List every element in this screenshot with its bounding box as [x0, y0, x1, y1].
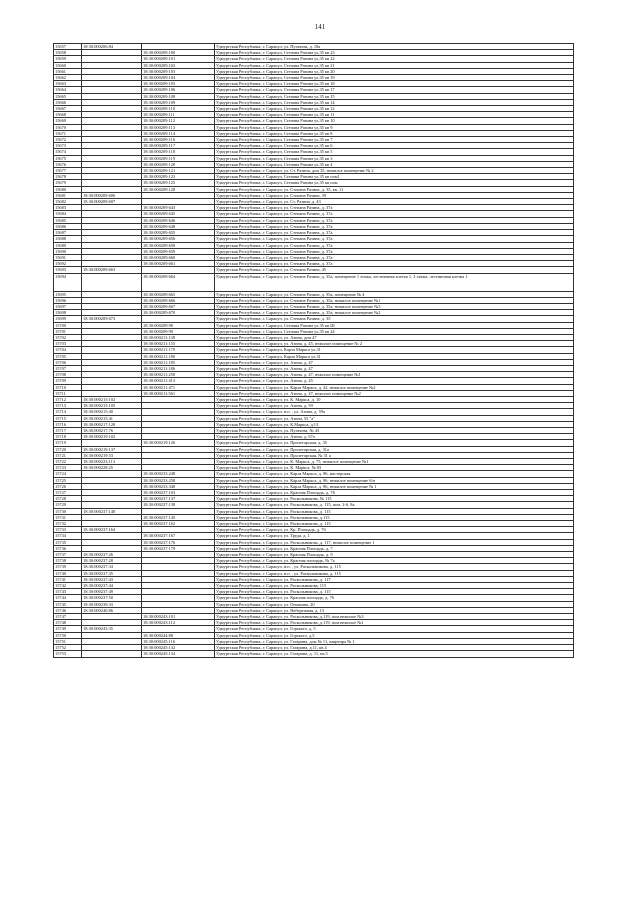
object-number-cell: 18:30:000245:116 — [142, 638, 215, 644]
row-number-cell: 15661 — [54, 68, 82, 74]
address-cell: Удмуртская Республика, г. Сарапул, ул. Оношина, 20 — [215, 601, 574, 607]
object-number-cell: 18:30:000244:88 — [142, 632, 215, 638]
address-cell: Удмуртская Республика, г. Сарапул, Степана Разина ул,35 кв Ш — [215, 322, 574, 328]
address-cell: Удмуртская Республика, г. Сарапул, н.п. , ул. Раскольникова, д. 115 — [215, 564, 574, 570]
address-cell: Удмуртская Республика, г. Сарапул, Степана Разина ул,35 кв 5 — [215, 149, 574, 155]
row-number-cell: 15679 — [54, 180, 82, 186]
parcel-number-cell: 18:30:000237:140 — [82, 508, 142, 514]
address-cell: Удмуртская Республика, г. Сарапул, ул. Степана Разина, д. 37а — [215, 217, 574, 223]
row-number-cell: 15710 — [54, 384, 82, 390]
address-cell: Удмуртская Республика, г. Сарапул, ул. Красная Площадь, д. 76 — [215, 490, 574, 496]
address-cell: Удмуртская Республика, г. Сарапул, ул. Степана Разина, д. 35а, помещение № 4 — [215, 291, 574, 297]
address-cell: Удмуртская Республика, г. Сарапул, Степана Разина ул,35 кв 19 — [215, 75, 574, 81]
row-number-cell: 15742 — [54, 583, 82, 589]
address-cell: Удмуртская Республика, г. Сарапул, ул. Степана Разина, д. 37а — [215, 254, 574, 260]
object-number-cell: 18:30:000233:258 — [142, 477, 215, 483]
object-number-cell: 18:30:000209:110 — [142, 106, 215, 112]
row-number-cell: 15734 — [54, 533, 82, 539]
address-cell: Удмуртская Республика, г. Сарапул, Степана Разина ул,35 кв 8 — [215, 130, 574, 136]
row-number-cell: 15657 — [54, 44, 82, 50]
address-cell: Удмуртская Республика, г. Сарапул, ул. Раскольникова, д.119, пом.нежилое №3 — [215, 614, 574, 620]
object-number-cell: 18:30:000209:645 — [142, 211, 215, 217]
parcel-number-cell: 18:30:000237:44 — [82, 583, 142, 589]
row-number-cell: 15720 — [54, 446, 82, 452]
object-number-cell: 18:30:000237:176 — [142, 539, 215, 545]
address-cell: Удмуртская Республика, г. Сарапул, ул. Азина, д. 59 — [215, 403, 574, 409]
address-cell: Удмуртская Республика, г. Сарапул, ул. Степана Разина, д. 37а — [215, 205, 574, 211]
row-number-cell: 15663 — [54, 81, 82, 87]
parcel-number-cell: 18:30:000237:164 — [82, 527, 142, 533]
object-number-cell: 18:30:000209:111 — [142, 112, 215, 118]
object-number-cell: 18:30:000237:138 — [142, 502, 215, 508]
parcel-number-cell: 18:30:000237:34 — [82, 564, 142, 570]
address-cell: Удмуртская Республика, г. Сарапул, ул. Гагарина, д.11, кв.4 — [215, 645, 574, 651]
row-number-cell: 15682 — [54, 199, 82, 205]
address-cell: Удмуртская Республика, г. Сарапул, ул. Карла Маркса, д. 86, мастерская — [215, 471, 574, 477]
row-number-cell: 15697 — [54, 303, 82, 309]
address-cell: Удмуртская Республика, г. Сарапул, ул. Красная Площадь, д. 9 — [215, 552, 574, 558]
object-number-cell: 18:30:000209:105 — [142, 81, 215, 87]
row-number-cell: 15750 — [54, 632, 82, 638]
object-number-cell: 18:30:000211:413 — [142, 378, 215, 384]
row-number-cell: 15753 — [54, 651, 82, 657]
row-number-cell: 15704 — [54, 347, 82, 353]
address-cell: Удмуртская Республика, г. Сарапул, Карла Маркса ул,31 — [215, 353, 574, 359]
object-number-cell: 18:30:000209:116 — [142, 137, 215, 143]
object-number-cell: 18:30:000209:128 — [142, 186, 215, 192]
parcel-number-cell: 18:30:000237:49 — [82, 589, 142, 595]
address-cell: Удмуртская Республика, г. Сарапул, ул. Пугачева, д. 18а — [215, 44, 574, 50]
address-cell: Удмуртская Республика, г. Сарапул, ул. Степана Разина, 39 — [215, 192, 574, 198]
row-number-cell: 15699 — [54, 316, 82, 322]
row-number-cell: 15708 — [54, 372, 82, 378]
parcel-number-cell — [82, 273, 142, 291]
address-cell: Удмуртская Республика, г. Сарапул, Степана Разина ул,35 кв 10 — [215, 118, 574, 124]
row-number-cell: 15731 — [54, 514, 82, 520]
row-number-cell: 15658 — [54, 50, 82, 56]
row-number-cell: 15739 — [54, 564, 82, 570]
address-cell: Удмуртская Республика, г. Сарапул, ул. Горького, д.5 — [215, 632, 574, 638]
address-cell: Удмуртская Республика, г. Сарапул, ул. Карла Маркса, д. 86, нежилое помещение б/н — [215, 477, 574, 483]
row-number-cell: 15713 — [54, 403, 82, 409]
row-number-cell: 15662 — [54, 75, 82, 81]
parcel-number-cell: 18:30:000215:40 — [82, 409, 142, 415]
row-number-cell: 15673 — [54, 143, 82, 149]
row-number-cell: 15665 — [54, 93, 82, 99]
object-number-cell: 18:30:000209:106 — [142, 87, 215, 93]
row-number-cell: 15747 — [54, 614, 82, 620]
row-number-cell: 15751 — [54, 638, 82, 644]
object-number-cell: 18:30:000211:561 — [142, 390, 215, 396]
parcel-number-cell: 18:30:000240:86 — [82, 607, 142, 613]
address-cell: Удмуртская Республика, г. Сарапул, ул. Степана Разина, 45 — [215, 267, 574, 273]
address-cell: Удмуртская Республика, г. Сарапул, ул. Степана Разина, д. 37а — [215, 236, 574, 242]
object-number-cell: 18:30:000209:655 — [142, 230, 215, 236]
parcel-number-cell: 18:30:000237:35 — [82, 570, 142, 576]
address-cell: Удмуртская Республика, г. Сарапул, ул. Раскольникова, д. 117 — [215, 576, 574, 582]
object-number-cell: 18:30:000211:138 — [142, 334, 215, 340]
row-number-cell: 15678 — [54, 174, 82, 180]
address-cell: Удмуртская Республика, г. Сарапул, Степана Разина ул,35 кв пом — [215, 180, 574, 186]
row-number-cell: 15668 — [54, 112, 82, 118]
row-number-cell: 15715 — [54, 415, 82, 421]
object-number-cell: 18:30:000209:117 — [142, 143, 215, 149]
row-number-cell: 15721 — [54, 452, 82, 458]
address-cell: Удмуртская Республика, г. Сарапул, ул. Раскольникова, д. 115, пом. 2-6, 8а — [215, 502, 574, 508]
address-cell: Удмуртская Республика, г. Сарапул, ул. Пугачева, № 43 — [215, 427, 574, 433]
address-cell: Удмуртская Республика, г. Сарапул, ул. Степана Разина, д. 37а — [215, 230, 574, 236]
parcel-number-cell: 18:30:000219:137 — [82, 446, 142, 452]
row-number-cell: 15722 — [54, 459, 82, 465]
row-number-cell: 15705 — [54, 353, 82, 359]
address-cell: Удмуртская Республика, г. Сарапул, ул. Азина, дом 47 — [215, 334, 574, 340]
object-number-cell: 18:30:000211:155 — [142, 341, 215, 347]
address-cell: Удмуртская Республика, г. Сарапул, Степана Разина ул,35 кв 3 — [215, 155, 574, 161]
object-number-cell: 18:30:000209:660 — [142, 254, 215, 260]
row-number-cell: 15744 — [54, 595, 82, 601]
parcel-number-cell: 18:30:000237:50 — [82, 595, 142, 601]
parcel-number-cell: 18:30:000209:607 — [82, 199, 142, 205]
row-number-cell: 15690 — [54, 248, 82, 254]
row-number-cell: 15694 — [54, 273, 82, 291]
row-number-cell: 15674 — [54, 149, 82, 155]
row-number-cell: 15683 — [54, 205, 82, 211]
row-number-cell: 15726 — [54, 483, 82, 489]
object-number-cell: 18:30:000209:101 — [142, 56, 215, 62]
address-cell: Удмуртская Республика, г. Сарапул, ул. Азина, д. 47, нежилое помещение №1 — [215, 372, 574, 378]
address-cell: Удмуртская Республика, г. Сарапул, ул. Азина, д. 45, нежилое помещение № 2 — [215, 341, 574, 347]
address-cell: Удмуртская Республика, г. Сарапул, Степана Разина ул,35 кв 15 — [215, 93, 574, 99]
object-number-cell: 18:30:000245:132 — [142, 645, 215, 651]
parcel-number-cell: 18:30:000223:113 — [82, 459, 142, 465]
address-cell: Удмуртская Республика, г. Сарапул, ул. Красная площадь, № 7а — [215, 558, 574, 564]
row-number-cell: 15685 — [54, 217, 82, 223]
row-number-cell: 15707 — [54, 365, 82, 371]
address-cell: Удмуртская Республика, г. Сарапул, ул. Азина, д. 67а — [215, 434, 574, 440]
row-number-cell: 15700 — [54, 322, 82, 328]
row-number-cell: 15670 — [54, 124, 82, 130]
address-cell: Удмуртская Республика, г. Сарапул, Карла Маркса ул,31 — [215, 347, 574, 353]
address-cell: Удмуртская Республика, г. Сарапул, н.п. , ул. Азина, д. 59а — [215, 409, 574, 415]
row-number-cell: 15749 — [54, 626, 82, 632]
row-number-cell: 15680 — [54, 186, 82, 192]
address-cell: Удмуртская Республика, г. Сарапул, ул. Пролетарская, № 31 а — [215, 452, 574, 458]
row-number-cell: 15743 — [54, 589, 82, 595]
object-number-cell: 18:30:000209:661 — [142, 261, 215, 267]
object-number-cell: 18:30:000209:666 — [142, 297, 215, 303]
address-cell: Удмуртская Республика, г. Сарапул, ул. Раскольникова, д. 115 — [215, 589, 574, 595]
address-cell: Удмуртская Республика, г. Сарапул, ул. Карла Маркса, д. 42, нежилое помещение №2 — [215, 384, 574, 390]
address-cell: Удмуртская Республика, г. Сарапул, ул. Гагарина, д. 11, кв.5 — [215, 651, 574, 657]
object-number-cell: 18:30:000209:99 — [142, 328, 215, 334]
object-number-cell: 18:30:000209:667 — [142, 303, 215, 309]
object-number-cell: 18:30:000209:656 — [142, 236, 215, 242]
object-number-cell: 18:30:000237:179 — [142, 545, 215, 551]
row-number-cell: 15724 — [54, 471, 82, 477]
row-number-cell: 15718 — [54, 434, 82, 440]
address-cell: Удмуртская Республика, г. Сарапул, ул. Раскольникова, д. 115 — [215, 508, 574, 514]
row-number-cell: 15672 — [54, 137, 82, 143]
object-number-cell: 18:30:000209:664 — [142, 273, 215, 291]
address-cell: Удмуртская Республика, г. Сарапул, Степана Разина ул,35 кв 11 — [215, 112, 574, 118]
address-cell: Удмуртская Республика, г. Сарапул, ул. Азина, д. 47 — [215, 359, 574, 365]
row-number-cell: 15735 — [54, 539, 82, 545]
object-number-cell: 18:30:000211:179 — [142, 347, 215, 353]
row-number-cell: 15738 — [54, 558, 82, 564]
address-cell: Удмуртская Республика, г. Сарапул, ул. Степана Разина, д. 35а, нежилое помещение №3 — [215, 303, 574, 309]
object-number-cell: 18:30:000243:101 — [142, 614, 215, 620]
address-cell: Удмуртская Республика, г. Сарапул, ул. Раскольникова, д.119, пом.нежилое №1 — [215, 620, 574, 626]
object-number-cell: 18:30:000209:121 — [142, 168, 215, 174]
address-cell: Удмуртская Республика, г. Сарапул, ул. К.Маркса, д.13 — [215, 421, 574, 427]
row-number-cell: 15684 — [54, 211, 82, 217]
page-number: 141 — [314, 23, 326, 31]
object-number-cell: 18:30:000209:119 — [142, 155, 215, 161]
row-number-cell: 15687 — [54, 230, 82, 236]
object-number-cell: 18:30:000237:167 — [142, 533, 215, 539]
object-number-cell: 18:30:000209:648 — [142, 223, 215, 229]
row-number-cell: 15732 — [54, 521, 82, 527]
address-cell: Удмуртская Республика, г. Сарапул, ул. К. Маркса, д. 75, нежилое помещение №1 — [215, 459, 574, 465]
address-cell: Удмуртская Республика, г. Сарапул, ул. Раскольникова, № 115 — [215, 496, 574, 502]
object-number-cell: 18:30:000209:102 — [142, 62, 215, 68]
parcel-number-cell: 18:30:000209:606 — [82, 192, 142, 198]
parcel-number-cell: 18:30:000237:43 — [82, 576, 142, 582]
address-cell: Удмуртская Республика, г. Сарапул, ул. Азина, д. 47, нежилое помещение №2 — [215, 390, 574, 396]
row-number-cell: 15675 — [54, 155, 82, 161]
row-number-cell: 15719 — [54, 440, 82, 446]
object-number-cell: 18:30:000209:658 — [142, 242, 215, 248]
object-number-cell: 18:30:000237:137 — [142, 496, 215, 502]
row-number-cell: 15698 — [54, 310, 82, 316]
row-number-cell: 15706 — [54, 359, 82, 365]
row-number-cell: 15659 — [54, 56, 82, 62]
row-number-cell: 15729 — [54, 502, 82, 508]
row-number-cell: 15689 — [54, 242, 82, 248]
object-number-cell: 18:30:000209:114 — [142, 130, 215, 136]
object-number-cell: 18:30:000211:471 — [142, 384, 215, 390]
row-number-cell: 15693 — [54, 267, 82, 273]
address-cell: Удмуртская Республика, г. Сарапул, ул. Степана Разина, д. 35, кв. 11 — [215, 186, 574, 192]
address-cell: Удмуртская Республика, г. Сарапул, ул. Раскольникова, д. 115 — [215, 521, 574, 527]
object-number-cell: 18:30:000209:113 — [142, 124, 215, 130]
object-number-cell: 18:30:000237:145 — [142, 514, 215, 520]
object-number-cell: 18:30:000209:646 — [142, 217, 215, 223]
row-number-cell: 15740 — [54, 570, 82, 576]
parcel-number-cell: 18:30:000219:102 — [82, 434, 142, 440]
row-number-cell: 15728 — [54, 496, 82, 502]
object-number-cell: 18:30:000209:103 — [142, 68, 215, 74]
parcel-number-cell — [82, 651, 142, 657]
object-number-cell: 18:30:000209:104 — [142, 75, 215, 81]
row-number-cell: 15703 — [54, 341, 82, 347]
row-number-cell: 15667 — [54, 106, 82, 112]
object-number-cell: 18:30:000209:665 — [142, 291, 215, 297]
object-number-cell: 18:30:000211:258 — [142, 372, 215, 378]
row-number-cell: 15725 — [54, 477, 82, 483]
address-cell: Удмуртская Республика, г. Сарапул, Степана Разина ул,35 кв 23 — [215, 50, 574, 56]
row-number-cell: 15748 — [54, 620, 82, 626]
row-number-cell: 15736 — [54, 545, 82, 551]
address-cell: Удмуртская Республика, г. Сарапул, ул. Пролетарская, д. 31а — [215, 446, 574, 452]
row-number-cell: 15741 — [54, 576, 82, 582]
object-number-cell: 18:30:000237:162 — [142, 521, 215, 527]
parcel-number-cell: 18:30:000239:33 — [82, 601, 142, 607]
object-number-cell: 18:30:000209:123 — [142, 174, 215, 180]
address-cell: Удмуртская Республика, г. Сарапул, ул. Степана Разина, д. 37а — [215, 223, 574, 229]
address-cell: Удмуртская Республика, г. Сарапул, Степана Разина ул,35 кв 6 — [215, 143, 574, 149]
object-number-cell: 18:30:000209:112 — [142, 118, 215, 124]
row-number-cell: 15712 — [54, 396, 82, 402]
row-number-cell: 15688 — [54, 236, 82, 242]
row-number-cell: 15691 — [54, 254, 82, 260]
address-cell: Удмуртская Республика, г. Сарапул, Степана Разина ул,35 кв 20 — [215, 68, 574, 74]
parcel-number-cell: 18:30:000219:53 — [82, 452, 142, 458]
parcel-number-cell: 18:30:000217:128 — [82, 421, 142, 427]
address-cell: Удмуртская Республика, г. Сарапул, ул. Карла Маркса, д. 86, нежилое помещение № 1 — [215, 483, 574, 489]
row-number-cell: 15686 — [54, 223, 82, 229]
address-cell: Удмуртская Республика, г. Сарапул, Степана Разина ул,35 кв 9 — [215, 124, 574, 130]
row-number-cell: 15666 — [54, 99, 82, 105]
row-number-cell: 15727 — [54, 490, 82, 496]
registry-table-body — [54, 44, 574, 658]
address-cell: Удмуртская Республика, г. Сарапул, ул. Азина, 55 "а" — [215, 415, 574, 421]
row-number-cell: 15696 — [54, 297, 82, 303]
address-cell: Удмуртская Республика, г. Сарапул, ул. Степана Разина, д. 35а, помещение 1 этажа, лестничная клетка 1, 2 этажа, лестничная клетка 1 — [215, 273, 574, 291]
row-number-cell: 15671 — [54, 130, 82, 136]
row-number-cell: 15717 — [54, 427, 82, 433]
row-number-cell: 15669 — [54, 118, 82, 124]
row-number-cell: 15733 — [54, 527, 82, 533]
object-number-cell: 18:30:000209:108 — [142, 93, 215, 99]
row-number-cell: 15695 — [54, 291, 82, 297]
address-cell: Удмуртская Республика, г. Сарапул, ул. Горького, д. 5 — [215, 626, 574, 632]
address-cell: Удмуртская Республика, г. Сарапул, ул. К. Маркса, д. 10 — [215, 396, 574, 402]
address-cell: Удмуртская Республика, г. Сарапул, ул. Степана Разина, д. 35а, нежилое помещение №1 — [215, 297, 574, 303]
object-number-cell: 18:30:000209:98 — [142, 322, 215, 328]
address-cell: Удмуртская Республика, г. Сарапул, Степана Разина ул,35 кв пом1 — [215, 174, 574, 180]
address-cell: Удмуртская Республика, г. Сарапул, ул. Пролетарская, д. 35 — [215, 440, 574, 446]
parcel-number-cell: 18:30:000209:673 — [82, 316, 142, 322]
address-cell: Удмуртская Республика, г. Сарапул, ул. Азина, д. 47 — [215, 365, 574, 371]
parcel-number-cell: 18:30:000209:663 — [82, 267, 142, 273]
row-number-cell: 15660 — [54, 62, 82, 68]
table-row — [54, 273, 574, 291]
address-cell: Удмуртская Республика, г. Сарапул, ул. Красная Площадь, д. 7 — [215, 545, 574, 551]
address-cell: Удмуртская Республика, г. Сарапул, ул. Ст. Разина, д. 43 — [215, 199, 574, 205]
parcel-number-cell: 18:30:000215:105 — [82, 403, 142, 409]
object-number-cell: 18:30:000233:348 — [142, 483, 215, 489]
address-cell: Удмуртская Республика, г. Сарапул, ул. Степана Разина, д. 35 — [215, 316, 574, 322]
object-number-cell: 18:30:000209:125 — [142, 180, 215, 186]
address-cell: Удмуртская Республика, г. Сарапул, Степана Разина ул,35 кв 21 — [215, 62, 574, 68]
parcel-number-cell: 18:30:000228:25 — [82, 465, 142, 471]
address-cell: Удмуртская Республика, г. Сарапул, ул. Раскольникова, 115 — [215, 583, 574, 589]
address-cell: Удмуртская Республика, г. Сарапул, ул. К. Маркса, № 83 — [215, 465, 574, 471]
parcel-number-cell: 18:30:000215:102 — [82, 396, 142, 402]
address-cell: Удмуртская Республика, г. Сарапул, Степана Разина ул,35 кв 14 — [215, 99, 574, 105]
object-number-cell: 18:30:000209:120 — [142, 161, 215, 167]
row-number-cell: 15714 — [54, 409, 82, 415]
address-cell: Удмуртская Республика, г. Сарапул, н.п. , ул. Раскольникова, д. 115 — [215, 570, 574, 576]
address-cell: Удмуртская Республика, г. Сарапул, ул. Азина, д. 45 — [215, 378, 574, 384]
address-cell: Удмуртская Республика, г. Сарапул, ул. Труда, д. 1 — [215, 533, 574, 539]
address-cell: Удмуртская Республика, г. Сарапул, ул. Степана Разина, д. 37а — [215, 211, 574, 217]
address-cell: Удмуртская Республика, г. Сарапул, Степана Разина ул,35 кв 12 — [215, 106, 574, 112]
address-cell: Удмуртская Республика, г. Сарапул, ул. Раскольникова, д. 117, нежилое помещение 1 — [215, 539, 574, 545]
object-number-cell: 18:30:000233:248 — [142, 471, 215, 477]
address-cell: Удмуртская Республика, г. Сарапул, ул. Степана Разина, д. 37а — [215, 261, 574, 267]
row-number-cell: 15737 — [54, 552, 82, 558]
address-cell: Удмуртская Республика, г. Сарапул, ул. Ст. Разина, дом 35, нежилое помещение № 2 — [215, 168, 574, 174]
parcel-number-cell: 18:30:000217:76 — [82, 427, 142, 433]
row-number-cell: 15701 — [54, 328, 82, 334]
table-row — [54, 651, 574, 657]
address-cell: Удмуртская Республика, г. Сарапул, ул. Набережная, д. 13 — [215, 607, 574, 613]
row-number-cell: 15676 — [54, 161, 82, 167]
object-number-cell: 18:30:000211:180 — [142, 353, 215, 359]
address-cell: Удмуртская Республика, г. Сарапул, Степана Разина ул,35 кв 4 — [215, 161, 574, 167]
address-cell: Удмуртская Республика, г. Сарапул, ул. Степана Разина, д. 37а — [215, 242, 574, 248]
object-number-cell: 18:30:000209:659 — [142, 248, 215, 254]
row-number-cell: 15716 — [54, 421, 82, 427]
row-number-cell: 15723 — [54, 465, 82, 471]
object-number-cell: 18:30:000211:185 — [142, 359, 215, 365]
address-cell: Удмуртская Республика, г. Сарапул, ул. Раскольникова, д.115 — [215, 514, 574, 520]
object-number-cell: 18:30:000211:186 — [142, 365, 215, 371]
row-number-cell: 15752 — [54, 645, 82, 651]
row-number-cell: 15709 — [54, 378, 82, 384]
address-cell: Удмуртская Республика, г. Сарапул, Степана Разина ул,35 кв 17 — [215, 87, 574, 93]
address-cell: Удмуртская Республика, г. Сарапул, Степана Разина ул,35 кв 18 — [215, 81, 574, 87]
address-cell: Удмуртская Республика, г. Сарапул, Степана Разина ул,35 кв 22 — [215, 56, 574, 62]
parcel-number-cell: 18:30:000237:28 — [82, 558, 142, 564]
row-number-cell: 15730 — [54, 508, 82, 514]
address-cell: Удмуртская Республика, г. Сарапул, ул. Гагарина, дом № 11, квартира № 1 — [215, 638, 574, 644]
row-number-cell: 15677 — [54, 168, 82, 174]
object-number-cell: 18:30:000209:643 — [142, 205, 215, 211]
object-number-cell: 18:30:000219:126 — [142, 440, 215, 446]
row-number-cell: 15681 — [54, 192, 82, 198]
object-number-cell: 18:30:000209:670 — [142, 310, 215, 316]
address-cell: Удмуртская Республика, г. Сарапул, ул. Красная площадь, д. 76 — [215, 595, 574, 601]
object-number-cell: 18:30:000209:118 — [142, 149, 215, 155]
address-cell: Удмуртская Республика, г. Сарапул, Степана Разина ул,35 кв 24 — [215, 328, 574, 334]
row-number-cell: 15702 — [54, 334, 82, 340]
object-number-cell: 18:30:000209:109 — [142, 99, 215, 105]
address-cell: Удмуртская Республика, г. Сарапул, ул. Степана Разина, д. 37а — [215, 248, 574, 254]
object-number-cell: 18:30:000237:103 — [142, 490, 215, 496]
registry-table — [53, 43, 574, 658]
parcel-number-cell: 18:30:000243:35 — [82, 626, 142, 632]
parcel-number-cell: 18:30:000237:26 — [82, 552, 142, 558]
address-cell: Удмуртская Республика, г. Сарапул, Степана Разина ул,35 кв 7 — [215, 137, 574, 143]
row-number-cell: 15692 — [54, 261, 82, 267]
row-number-cell: 15745 — [54, 601, 82, 607]
row-number-cell: 15664 — [54, 87, 82, 93]
parcel-number-cell: 18:30:000215:41 — [82, 415, 142, 421]
object-number-cell: 18:30:000245:134 — [142, 651, 215, 657]
row-number-cell: 15746 — [54, 607, 82, 613]
address-cell: Удмуртская Республика, г. Сарапул, ул. Степана Разина, д. 35а, нежилое помещение №2 — [215, 310, 574, 316]
object-number-cell: 18:30:000209:100 — [142, 50, 215, 56]
row-number-cell: 15711 — [54, 390, 82, 396]
parcel-number-cell: 18:30:000206:84 — [82, 44, 142, 50]
address-cell: Удмуртская Республика, г. Сарапул, ул. Кр. Площадь, д. 76 — [215, 527, 574, 533]
object-number-cell: 18:30:000243:112 — [142, 620, 215, 626]
